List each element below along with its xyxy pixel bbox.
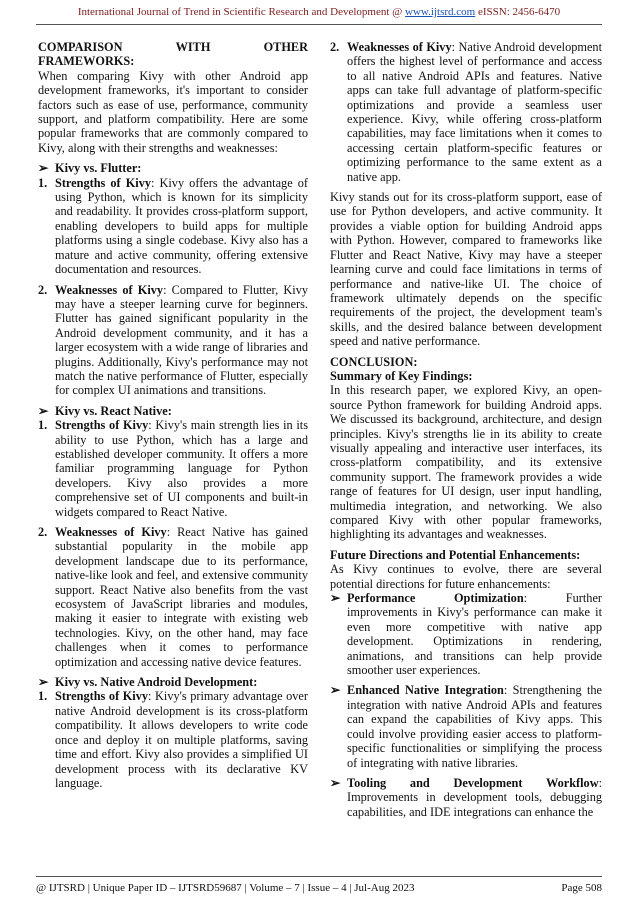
- header-title: International Journal of Trend in Scientific Research and Development @: [77, 6, 406, 18]
- subheading-flutter: ➢ Kivy vs. Flutter:: [38, 161, 142, 176]
- future-directions-intro: As Kivy continues to evolve, there are several potential directions for future enhancements:: [330, 562, 602, 591]
- journal-header: [0, 6, 638, 18]
- journal-website-link[interactable]: www.ijtsrd.com: [405, 6, 476, 18]
- header-rule: [36, 24, 602, 25]
- footer-paper-info: @ IJTSRD | Unique Paper ID – IJTSRD59687 | Volume – 7 | Issue – 4 | Jul-Aug 2023: [36, 882, 415, 894]
- list-item: ➢ Performance Optimization: Further improvements in Kivy's performance can make it even more competitive with native app development. Optimizations in rendering, animations, and transitions can help provide smoother user experiences.: [330, 591, 602, 678]
- arrow-bullet-icon: ➢: [38, 403, 49, 418]
- arrow-bullet-icon: ➢: [38, 675, 49, 690]
- list-item: 1. Strengths of Kivy: Kivy's primary advantage over native Android development is its cross-platform compatibility. It allows developers to write code once and deploy it on multiple platforms, saving time and effort. Kivy also provides a simplified UI development process with its declarative KV language.: [38, 689, 308, 790]
- arrow-bullet-icon: ➢: [330, 683, 341, 698]
- list-item: 2. Weaknesses of Kivy: Compared to Flutter, Kivy may have a steeper learning curve for beginners. Flutter has gained significant popularity in the Android development community, and it has a larger ecosystem with a wide range of libraries and plugins. Additionally, Kivy's performance may not match the native performance of Flutter, especially for complex UI animations and transitions.: [38, 282, 308, 398]
- subheading-react-native: ➢ Kivy vs. React Native:: [38, 403, 172, 418]
- list-item: ➢ Enhanced Native Integration: Strengthening the integration with native Android APIs and features can expand the capabilities of Kivy apps. This could involve providing easier access to platform-specific functionalities or simplifying the process of integrating with native libraries.: [330, 683, 602, 770]
- subheading-native-android: ➢ Kivy vs. Native Android Development:: [38, 675, 258, 690]
- list-item: 1. Strengths of Kivy: Kivy's main strength lies in its ability to use Python, which has a large and established developer community. It offers a more familiar programming language for Python developers. Kivy also provides a more comprehensive set of UI components and built-in widgets compared to React Native.: [38, 418, 308, 519]
- section-heading-frameworks: FRAMEWORKS:: [38, 54, 135, 69]
- summary-paragraph: Kivy stands out for its cross-platform support, ease of use for Python developers, and active community. It provides a viable option for building Android apps with Python. However, compared to frameworks like Flutter and React Native, Kivy may have a steeper learning curve and could face limitations in terms of performance and native-like UI. The choice of framework ultimately depends on the specific requirements of the project, the development team's skills, and the desired balance between development speed and native performance.: [330, 190, 602, 349]
- header-issn: eISSN: 2456-6470: [475, 6, 561, 18]
- list-item: 2. Weaknesses of Kivy: React Native has gained substantial popularity in the mobile app development landscape due to its performance, native-like look and feel, and extensive community support. React Native also benefits from the vast ecosystem of JavaScript libraries and modules, making it easier to integrate with existing web technologies. Kivy, on the other hand, may face challenges when it comes to performance optimization and accessing native device features.: [38, 525, 308, 669]
- left-column: [38, 40, 308, 790]
- list-item: 1. Strengths of Kivy: Kivy offers the advantage of using Python, which is known for its simplicity and readability. It provides cross-platform support, enabling developers to build apps for multiple platforms using a single codebase. Kivy also has a mature and active community, offering extensive documentation and resources.: [38, 175, 308, 277]
- section-heading-comparison: COMPARISON WITH OTHER: [38, 40, 308, 54]
- comparison-intro: When comparing Kivy with other Android app development frameworks, it's important to consider factors such as ease of use, performance, community support, and platform compatibility. Here are some popular frameworks that are commonly compared to Kivy, along with their strengths and weaknesses:: [38, 68, 308, 155]
- key-findings-heading: Summary of Key Findings:: [330, 368, 473, 383]
- page-number: Page 508: [561, 882, 602, 894]
- right-column: [330, 40, 602, 819]
- list-item: ➢ Tooling and Development Workflow: Improvements in development tools, debugging capabilities, and IDE integrations can enhance the: [330, 775, 602, 819]
- future-directions-heading: Future Directions and Potential Enhancements:: [330, 547, 581, 562]
- conclusion-heading: CONCLUSION:: [330, 354, 418, 369]
- page-footer: [36, 882, 602, 894]
- footer-rule: [36, 876, 602, 877]
- arrow-bullet-icon: ➢: [330, 591, 341, 606]
- arrow-bullet-icon: ➢: [38, 161, 49, 176]
- key-findings-paragraph: In this research paper, we explored Kivy, an open-source Python framework for building Android apps. We discussed its background, architecture, and design principles. Kivy's strengths lie in its ability to create visually appealing and interactive user interfaces, its cross-platform compatibility, and its extensive community support. The framework provides a wide range of features for UI design, user input handling, multimedia integration, and networking. We also compared Kivy with other popular frameworks, highlighting its advantages and weaknesses.: [330, 383, 602, 542]
- arrow-bullet-icon: ➢: [330, 775, 341, 790]
- list-item: 2. Weaknesses of Kivy: Native Android development offers the highest level of performance and access to all native Android APIs and features. Native apps can take full advantage of platform-specific optimizations and provide a seamless user experience. Kivy, while offering cross-platform capabilities, may face limitations when it comes to accessing certain platform-specific features or optimizing performance to the same extent as a native app.: [330, 40, 602, 184]
